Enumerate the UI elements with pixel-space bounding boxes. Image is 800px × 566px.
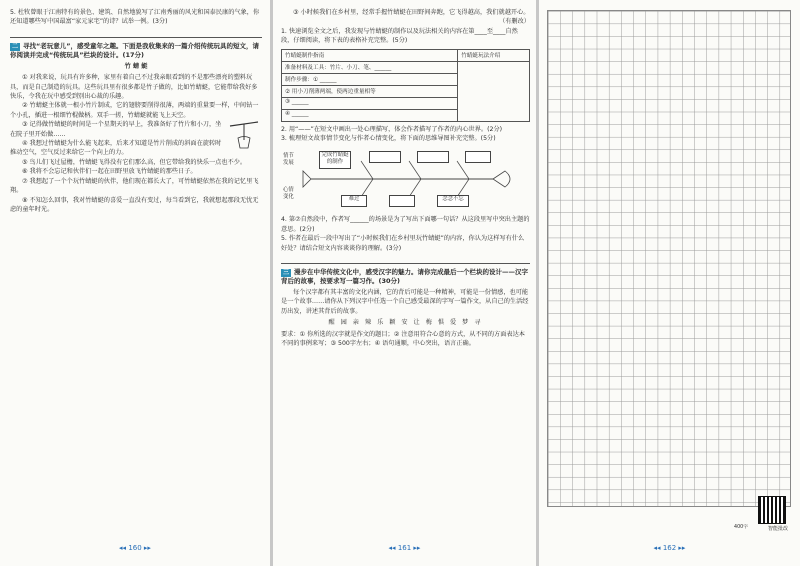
table-cell: ② 用小刀削薄两端，使两边重量相等 (282, 85, 458, 97)
box-sad: 难过 (341, 195, 367, 207)
article-title: 竹 蜻 蜓 (124, 62, 148, 70)
paragraph-4: ④ 我想过竹蜻蜓为什么能飞起来，后来才知道是竹片削成的斜面在旋转时推动空气，空气反过来给它一个向上的力。 (10, 140, 222, 157)
paragraph-7: ⑦ 我想起了一个个玩竹蜻蜓的伙伴，他们现在都长大了，可竹蜻蜓依然在我的记忆里飞翔。 (10, 177, 259, 195)
fish-tail-icon (303, 171, 311, 187)
box-remember: 念念不忘 (437, 195, 469, 207)
section-badge: 二 (12, 42, 19, 50)
paragraph-3: ③ 记得做竹蜻蜓的时间是一个星期天的早上，我准备好了竹片和小刀，坐在院子里开始做…… (10, 121, 222, 138)
qr-caption: 智能批改 (767, 526, 788, 532)
page-162 (539, 0, 800, 566)
fishbone-diagram (281, 147, 530, 211)
paragraph-1: ① 对我来说，玩具有许多种，家里有着自己不过我亲眼看到的不是那些漂亮的塑料玩具，而是自己制造的玩具。这些玩具里有很多都是竹子做的，比如竹蜻蜓，它能带给我好多快乐，令我在玩中感受到别出心裁的乐趣。 (10, 74, 258, 101)
character-choices: 醒 园 亲 辣 乐 颖 安 让 梅 惧 爱 梦 寻 (328, 319, 483, 327)
section-header (10, 42, 262, 60)
row-label-plot: 情节发展 (283, 153, 294, 167)
craft-table (281, 49, 530, 122)
section-title: 漫步在中华传统文化中，感受汉字的魅力。请你完成最后一个栏块的设计——汉字背后的故事，按要求写一篇习作。(30分) (281, 268, 529, 286)
table-header: 竹蜻蜓玩法介绍 (458, 49, 530, 61)
answer-line[interactable] (10, 27, 262, 38)
page-number: ◂◂ 162 ▸▸ (653, 544, 686, 552)
blank-box[interactable] (465, 151, 491, 163)
page-161 (273, 0, 536, 566)
paragraph-6: ⑥ 我将不会忘记和伙伴们一起在田野里放飞竹蜻蜓的那些日子。 (22, 168, 197, 176)
page-number: ◂◂ 160 ▸▸ (119, 544, 151, 552)
answer-line[interactable] (281, 253, 530, 264)
q3-prompt: 3. 梳理短文故事情节变化与作者心情变化，将下面的思维导图补充完整。(5分) (281, 135, 496, 143)
table-cell[interactable]: 准备材料及工具：竹片、小刀、笔、______ (282, 61, 458, 73)
source-note: （有删改） (499, 18, 530, 26)
section-header (281, 268, 530, 286)
paragraph-8: ⑧ 不知怎么回事，我对竹蜻蜓的喜爱一直没有变过，每当看到它，我就想起那段无忧无虑的童年时光。 (10, 196, 259, 213)
q5-prompt: 5. 杜牧曾眼于江南特有的景色、建筑、自然地貌写了江南秀丽的风光和国泰民康的气象，你还知道哪些写中国最富“家元家宅”的诗？试举一例。(3分) (10, 9, 260, 26)
table-cell-blank[interactable] (458, 61, 530, 121)
hand-spinning-dragonfly-icon (226, 120, 262, 150)
box-make-dragonfly: 完成竹蜻蜓的制作 (319, 151, 351, 169)
section-title: 寻找“老玩意儿”，感受童年之趣。下面是我收集来的一篇介绍传统玩具的短文，请你阅读并完成“传统玩具”栏块的设计。(17分) (10, 41, 260, 59)
blank-box[interactable] (417, 151, 449, 163)
q1-prompt: 1. 快速浏览全文之后，我发现与竹蜻蜓的制作以及玩法相关的内容在第____至____自然段，仔细阅读，将下表的表格补充完整。(5分) (281, 27, 518, 45)
page-number: ◂◂ 161 ▸▸ (388, 544, 421, 552)
writing-prompt: 每个汉字都有其丰富的文化内涵，它的背后可能是一种精神，可能是一份情感，也可能是一个故事……请你从下列汉字中任选一个自己感受最深的字写一篇作文，从自己的生活经历出发，讲述其背后的故事。 (281, 289, 529, 315)
q2-prompt: 2. 用“——”在短文中画出一处心理描写，体会作者描写了作者的内心世界。(2分) (281, 125, 503, 133)
paragraph-5: ⑤ 鸟儿们飞过屋檐，竹蜻蜓飞得没有它们那么高，但它带给我的快乐一点也不少。 (22, 158, 247, 166)
table-cell[interactable]: 制作步骤：① ______ (282, 73, 458, 85)
writing-grid[interactable] (547, 10, 791, 507)
qr-code-icon[interactable] (758, 496, 786, 524)
page-160 (0, 0, 270, 566)
row-label-mood: 心情变化 (283, 187, 294, 201)
blank-box[interactable] (389, 195, 415, 207)
writing-requirements: 要求：① 你所选的汉字就是作文的题目；② 注意用符合心意的方式，从不同的方面表达本不同的事例来写；③ 500字左右；④ 语句通顺，中心突出，语言正确。 (281, 330, 525, 348)
fish-head-icon (493, 171, 510, 187)
intro-paragraph: ③ 小时候我们在乡村里，经常手握竹蜻蜓在田野间奔跑，它飞得越高，我们就越开心。 (293, 9, 530, 16)
q4-prompt: 4. 第⑦自然段中，作者写______的场景是为了写出下面哪一句话？从这段里写中突出主题的意思。(2分) (281, 216, 530, 233)
q5-prompt: 5. 作者在最后一段中写出了“小时候我们在乡村里玩竹蜻蜓”的内容，你认为这样写有什么好处？请结合短文内容谈谈你的理解。(3分) (281, 235, 525, 252)
table-cell[interactable]: ④ ______ (282, 109, 458, 121)
table-cell[interactable]: ③ ______ (282, 97, 458, 109)
paragraph-2: ② 竹蜻蜓主体就一根小竹片制成，它的翅膀要削得很薄，两端的重量要一样，中间钻一个小孔，插进一根细竹棍做柄。双手一搓，竹蜻蜓就能飞上天空。 (10, 102, 259, 119)
word-count-label: 400字 (734, 525, 748, 530)
table-header: 竹蜻蜓制作指南 (282, 49, 458, 61)
blank-box[interactable] (369, 151, 401, 163)
section-badge: 三 (283, 269, 290, 277)
